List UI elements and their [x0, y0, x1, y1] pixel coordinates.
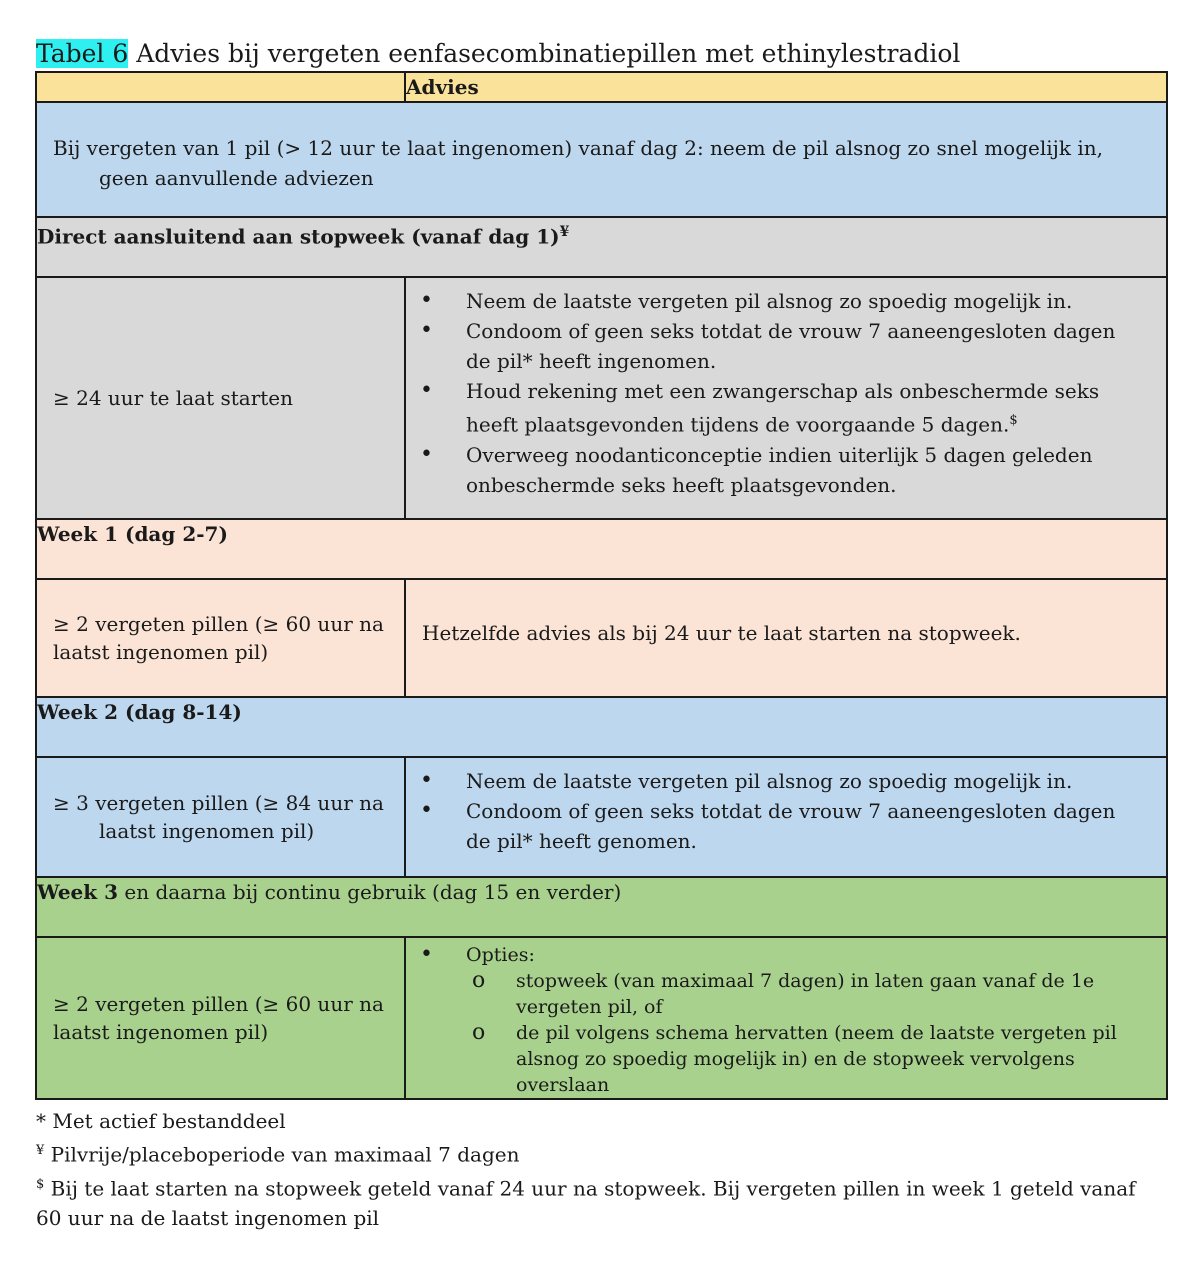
- advice-item: • Neem de laatste vergeten pil alsnog zo spoedig mogelijk in.: [420, 766, 1146, 796]
- section-row-stopweek: [36, 277, 1167, 519]
- condition-label: ≥ 3 vergeten pillen (≥ 84 uur na: [53, 791, 384, 815]
- condition-cell: [36, 277, 405, 519]
- condition-cell: [36, 579, 405, 697]
- footnote-pill-free-period: ¥ Pilvrije/placeboperiode van maximaal 7 dagen: [36, 1142, 520, 1167]
- advice-text: Hetzelfde advies als bij 24 uur te laat starten na stopweek.: [422, 621, 1021, 645]
- advice-item: • Overweeg noodanticonceptie indien uiterlijk 5 dagen geleden onbeschermde seks heeft plaatsgevonden.: [420, 440, 1146, 500]
- advice-list: [406, 758, 1166, 856]
- advice-list: [406, 938, 1166, 1098]
- section-row-week3: [36, 937, 1167, 1099]
- section-header-week3: [36, 877, 1167, 937]
- intro-line-1: Bij vergeten van 1 pil (> 12 uur te laat ingenomen) vanaf dag 2: neem de pil alsnog zo snel mogelijk in,: [53, 136, 1103, 160]
- section-row-week1: [36, 579, 1167, 697]
- table-title: Advies bij vergeten eenfasecombinatiepillen met ethinylestradiol: [136, 39, 961, 68]
- section-header-week1: [36, 519, 1167, 579]
- header-cell-empty: [36, 72, 405, 102]
- advice-cell: [405, 277, 1167, 519]
- condition-label-cont: laatst ingenomen pil): [99, 819, 315, 843]
- section-header-week2: [36, 697, 1167, 757]
- option-item: o stopweek (van maximaal 7 dagen) in laten gaan vanaf de 1e vergeten pil, of: [468, 968, 1146, 1020]
- footnote-marker-dollar: $: [1009, 413, 1018, 428]
- condition-cell: [36, 757, 405, 877]
- condition-label: ≥ 2 vergeten pillen (≥ 60 uur na laatst ingenomen pil): [53, 992, 384, 1044]
- header-cell-advies: Advies: [405, 72, 1167, 102]
- section-title: Week 1 (dag 2-7): [36, 519, 1167, 579]
- intro-row: [36, 102, 1167, 217]
- footnote-marker-yen: ¥: [559, 224, 570, 240]
- footnotes: [36, 1106, 1166, 1233]
- section-title: Week 3 en daarna bij continu gebruik (dag 15 en verder): [36, 877, 1167, 937]
- footnote-active-ingredient: * Met actief bestanddeel: [36, 1109, 286, 1133]
- table-number: Tabel 6: [36, 39, 129, 68]
- advice-list: [406, 278, 1166, 500]
- advice-item: • Opties: o stopweek (van maximaal 7 dagen) in laten gaan vanaf de 1e vergeten pil, of o de pil volgens schema hervatten (neem de laatste vergeten pil alsnog zo spoedig mogelijk in) en de stopweek vervolgens overslaan: [420, 942, 1146, 1098]
- advice-cell: [405, 757, 1167, 877]
- footnote-counting: $ Bij te laat starten na stopweek geteld vanaf 24 uur na stopweek. Bij vergeten pillen in week 1 geteld vanaf 60 uur na de laatst ingenomen pil: [36, 1176, 1136, 1231]
- section-row-week2: [36, 757, 1167, 877]
- advice-table: [35, 71, 1168, 1100]
- section-title: Direct aansluitend aan stopweek (vanaf dag 1)¥: [36, 217, 1167, 277]
- intro-cell: [36, 102, 1167, 217]
- advice-item: • Condoom of geen seks totdat de vrouw 7 aaneengesloten dagen de pil* heeft ingenomen.: [420, 316, 1146, 376]
- advice-cell: [405, 937, 1167, 1099]
- condition-cell: [36, 937, 405, 1099]
- options-list: [466, 968, 1146, 1098]
- intro-line-2: geen aanvullende adviezen: [99, 166, 374, 190]
- option-item: o de pil volgens schema hervatten (neem de laatste vergeten pil alsnog zo spoedig mogelijk in) en de stopweek vervolgens overslaan: [468, 1020, 1146, 1098]
- section-title: Week 2 (dag 8-14): [36, 697, 1167, 757]
- advice-cell: [405, 579, 1167, 697]
- table-caption: [36, 38, 960, 70]
- condition-label: ≥ 24 uur te laat starten: [53, 386, 294, 410]
- advice-item: • Houd rekening met een zwangerschap als onbeschermde seks heeft plaatsgevonden tijdens de voorgaande 5 dagen.$: [420, 376, 1146, 440]
- section-header-stopweek: [36, 217, 1167, 277]
- header-row: [36, 72, 1167, 102]
- advice-item: • Neem de laatste vergeten pil alsnog zo spoedig mogelijk in.: [420, 286, 1146, 316]
- condition-label: ≥ 2 vergeten pillen (≥ 60 uur na laatst ingenomen pil): [53, 612, 384, 664]
- advice-item: • Condoom of geen seks totdat de vrouw 7 aaneengesloten dagen de pil* heeft genomen.: [420, 796, 1146, 856]
